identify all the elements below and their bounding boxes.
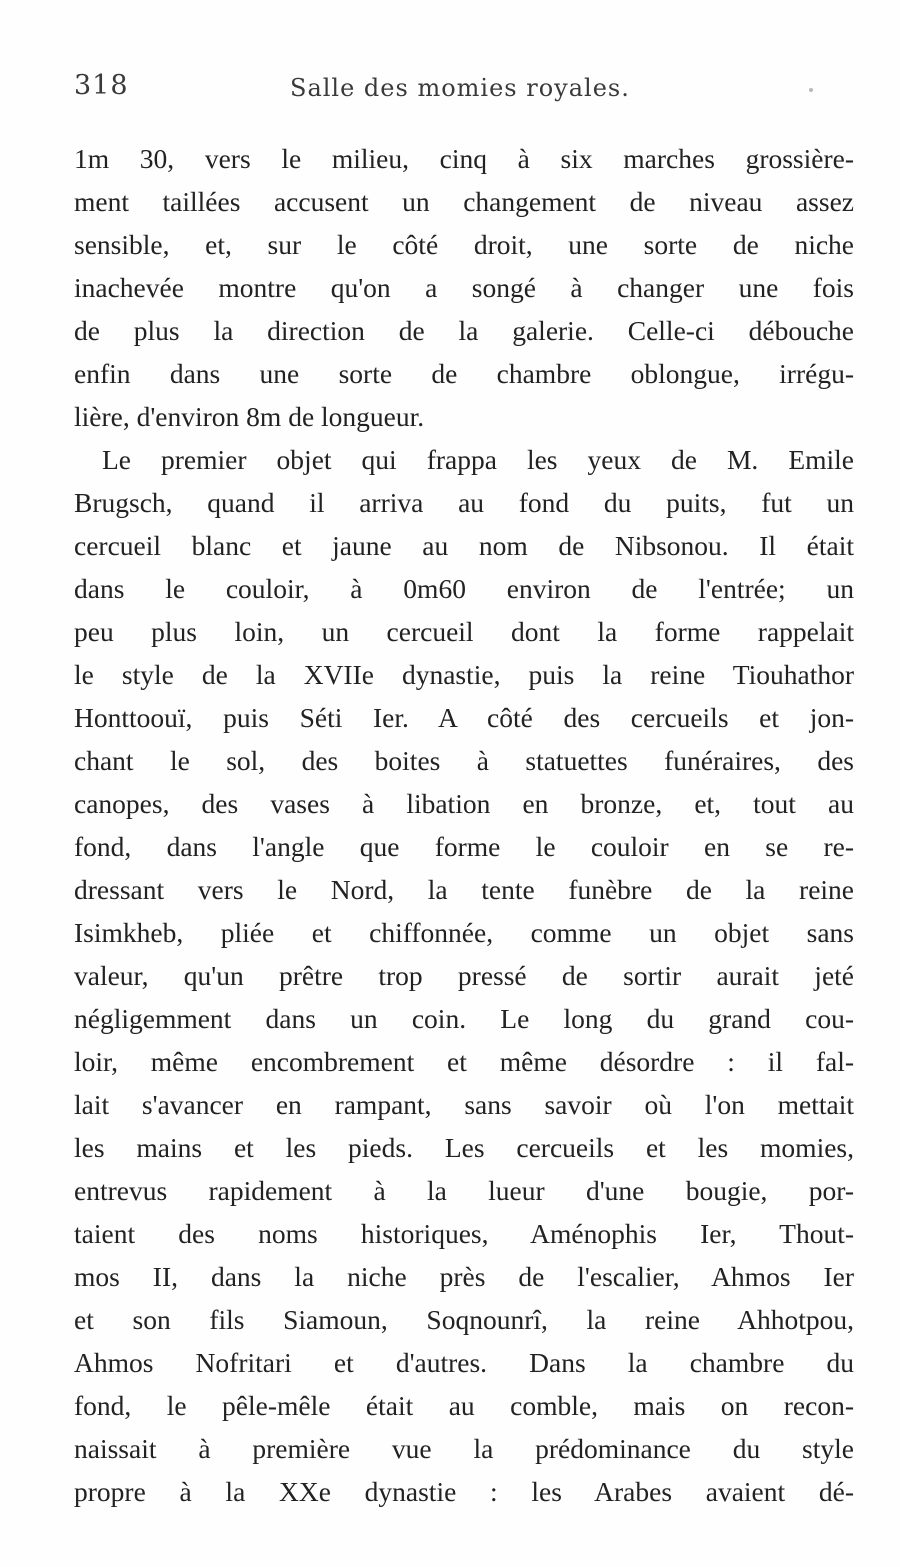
text-line: valeur, qu'un prêtre trop pressé de sortir aurait jeté: [74, 960, 854, 991]
text-line: dressant vers le Nord, la tente funèbre de la reine: [74, 874, 854, 905]
text-line: Honttoouï, puis Séti Ier. A côté des cercueils et jon-: [74, 702, 854, 733]
text-line: les mains et les pieds. Les cercueils et les momies,: [74, 1132, 854, 1163]
text-line: naissait à première vue la prédominance du style: [74, 1433, 854, 1464]
text-line: taient des noms historiques, Aménophis Ier, Thout-: [74, 1218, 854, 1249]
print-speck: [809, 88, 813, 92]
running-title: Salle des momies royales.: [290, 74, 630, 102]
text-line: peu plus loin, un cercueil dont la forme rappelait: [74, 616, 854, 647]
text-line: 1m 30, vers le milieu, cinq à six marches grossière-: [74, 143, 854, 174]
page-header: [74, 70, 854, 110]
text-line: lait s'avancer en rampant, sans savoir où l'on mettait: [74, 1089, 854, 1120]
text-line: de plus la direction de la galerie. Celle-ci débouche: [74, 315, 854, 346]
body-text: [74, 137, 854, 1513]
text-line: et son fils Siamoun, Soqnounrî, la reine Ahhotpou,: [74, 1304, 854, 1335]
text-line: sensible, et, sur le côté droit, une sorte de niche: [74, 229, 854, 260]
text-line: canopes, des vases à libation en bronze, et, tout au: [74, 788, 854, 819]
text-line: Brugsch, quand il arriva au fond du puits, fut un: [74, 487, 854, 518]
text-line: le style de la XVIIe dynastie, puis la reine Tiouhathor: [74, 659, 854, 690]
text-line: entrevus rapidement à la lueur d'une bougie, por-: [74, 1175, 854, 1206]
paragraph-start-line: Le premier objet qui frappa les yeux de M. Emile: [102, 444, 854, 475]
text-line: fond, dans l'angle que forme le couloir en se re-: [74, 831, 854, 862]
text-line: chant le sol, des boites à statuettes funéraires, des: [74, 745, 854, 776]
text-line: cercueil blanc et jaune au nom de Nibsonou. Il était: [74, 530, 854, 561]
text-line: propre à la XXe dynastie : les Arabes avaient dé-: [74, 1476, 854, 1507]
text-line: enfin dans une sorte de chambre oblongue, irrégu-: [74, 358, 854, 389]
text-line: inachevée montre qu'on a songé à changer une fois: [74, 272, 854, 303]
text-line: loir, même encombrement et même désordre : il fal-: [74, 1046, 854, 1077]
text-line: Isimkheb, pliée et chiffonnée, comme un objet sans: [74, 917, 854, 948]
text-line: lière, d'environ 8m de longueur.: [74, 401, 425, 432]
page-number: 318: [74, 70, 129, 101]
text-line: dans le couloir, à 0m60 environ de l'entrée; un: [74, 573, 854, 604]
text-line: mos II, dans la niche près de l'escalier, Ahmos Ier: [74, 1261, 854, 1292]
text-line: négligemment dans un coin. Le long du grand cou-: [74, 1003, 854, 1034]
text-line: ment taillées accusent un changement de niveau assez: [74, 186, 854, 217]
text-line: Ahmos Nofritari et d'autres. Dans la chambre du: [74, 1347, 854, 1378]
text-line: fond, le pêle-mêle était au comble, mais on recon-: [74, 1390, 854, 1421]
